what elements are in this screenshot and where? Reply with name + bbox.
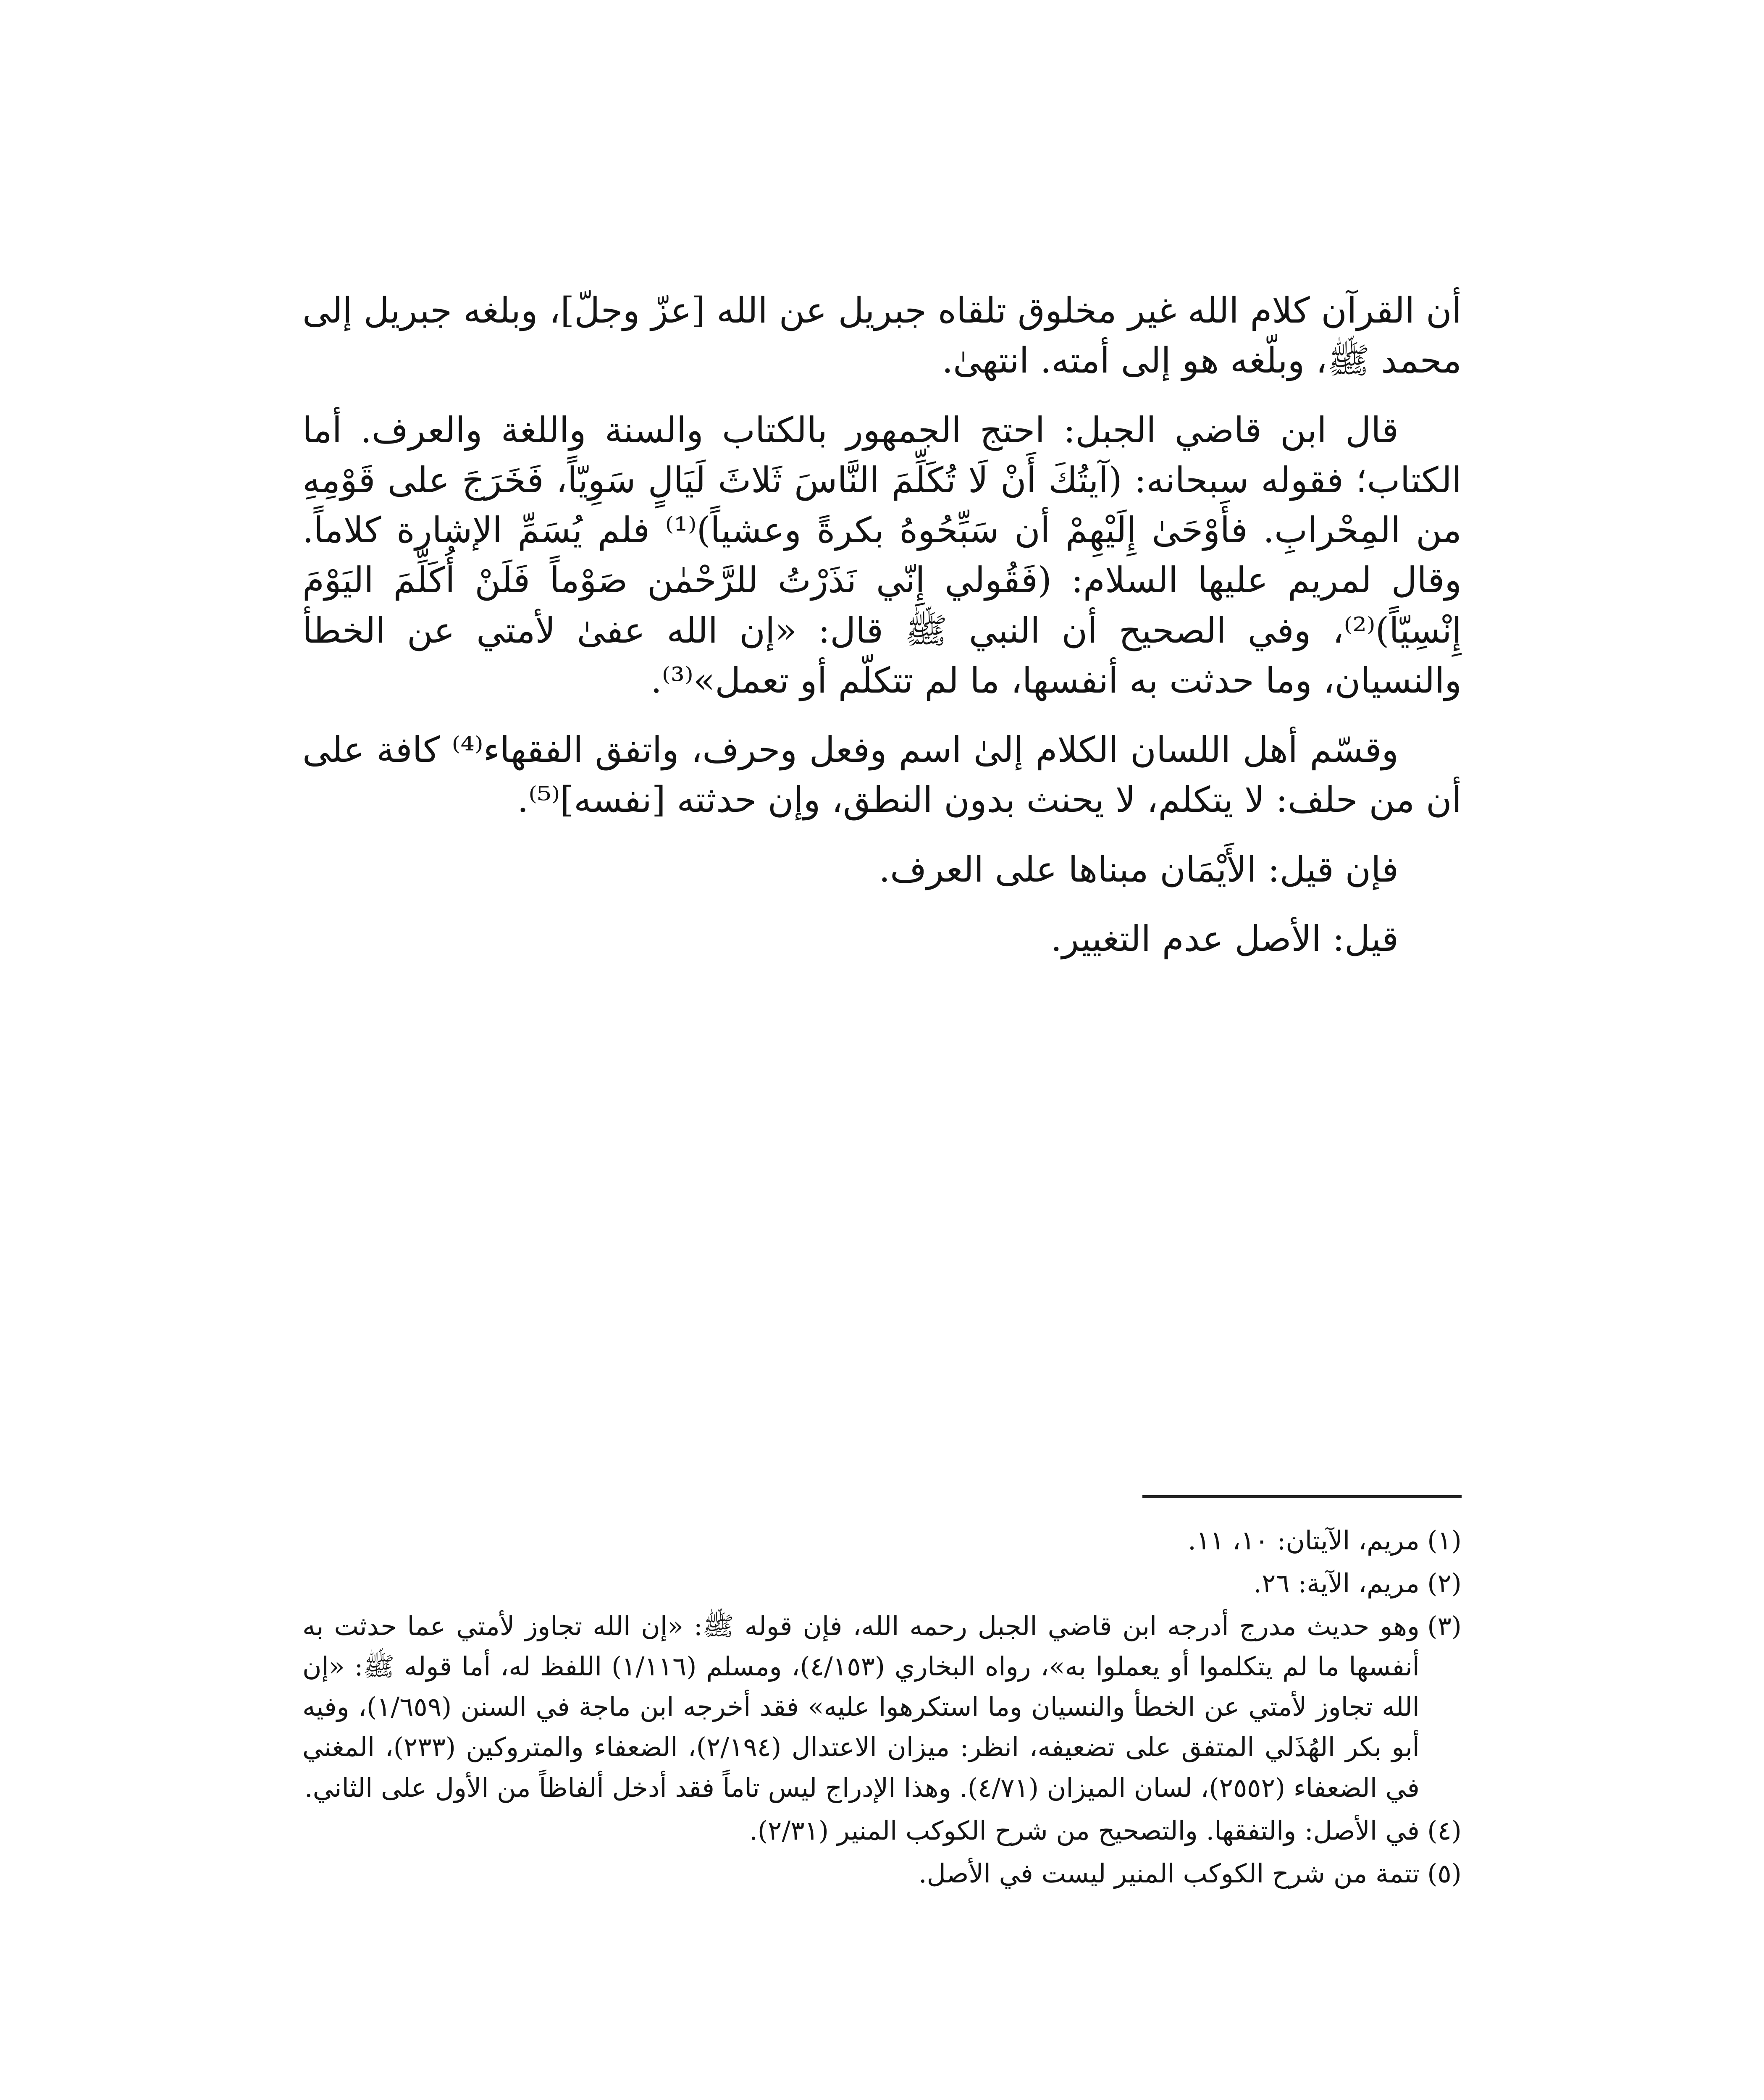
footnote (302, 1811, 1462, 1851)
footnote-text: مريم، الآية: ٢٦. (1253, 1568, 1420, 1599)
footnote-number: (١) (1427, 1525, 1462, 1556)
footnote-text: تتمة من شرح الكوكب المنير ليست في الأصل. (919, 1858, 1420, 1889)
footnote (302, 1563, 1462, 1604)
footnote-divider (1142, 1495, 1462, 1498)
footnotes (302, 1520, 1462, 1896)
main-text (302, 286, 1462, 983)
paragraph-quran-created: أن القرآن كلام الله غير مخلوق تلقاه جبريل عن الله [عزّ وجلّ]، وبلغه جبريل إلى محمد ﷺ، وبلّغه هو إلى أمته. انتهىٰ. (302, 290, 1462, 381)
paragraph-reply: قيل: الأصل عدم التغيير. (1050, 918, 1399, 959)
footnote-number: (٣) (1427, 1611, 1462, 1642)
paragraph-objection: فإن قيل: الأَيْمَان مبناها على العرف. (879, 848, 1399, 890)
paragraph-ibn-qadi-al-jabal: قال ابن قاضي الجبل: احتج الجمهور بالكتاب والسنة واللغة والعرف. أما الكتاب؛ فقوله سبحانه: (آيتُكَ أَنْ لَا تُكَلِّمَ النَّاسَ ثَلاثَ لَيَالٍ سَوِيّاً، فَخَرَجَ على قَوْمِهِ من المِحْرابِ. فأَوْحَىٰ إِلَيْهِمْ أن سَبِّحُوهُ بكرةً وعشياً)⁽¹⁾ فلم يُسَمِّ الإشارة كلاماً. وقال لمريم عليها السلام: (فَقُولي إِنّي نَذَرْتُ للرَّحْمٰن صَوْماً فَلَنْ أُكَلِّمَ اليَوْمَ إِنْسِيّاً)⁽²⁾، وفي الصحيح أن النبي ﷺ قال: «إن الله عفىٰ لأمتي عن الخطأ والنسيان، وما حدثت به أنفسها، ما لم تتكلّم أو تعمل»⁽³⁾. (302, 409, 1462, 701)
footnote (302, 1520, 1462, 1561)
footnote-number: (٢) (1427, 1568, 1462, 1599)
footnote-text: في الأصل: والتفقها. والتصحيح من شرح الكوكب المنير (٢/٣١). (749, 1815, 1420, 1846)
footnote-text: وهو حديث مدرج أدرجه ابن قاضي الجبل رحمه الله، فإن قوله ﷺ: «إن الله تجاوز لأمتي عما حدثت به أنفسها ما لم يتكلموا أو يعملوا به»، رواه البخاري (٤/١٥٣)، ومسلم (١/١١٦) اللفظ له، أما قوله ﷺ: «إن الله تجاوز لأمتي عن الخطأ والنسيان وما استكرهوا عليه» فقد أخرجه ابن ماجة في السنن (١/٦٥٩)، وفيه أبو بكر الهُذَلي المتفق على تضعيفه، انظر: ميزان الاعتدال (٢/١٩٤)، الضعفاء والمتروكين (٢٣٣)، المغني في الضعفاء (٢٥٥٢)، لسان الميزان (٤/٧١). وهذا الإدراج ليس تاماً فقد أدخل ألفاظاً من الأول على الثاني. (302, 1611, 1420, 1803)
footnote-text: مريم، الآيتان: ١٠، ١١. (1188, 1525, 1420, 1556)
footnote (302, 1606, 1462, 1808)
footnote (302, 1853, 1462, 1894)
paragraph-division-of-speech: وقسّم أهل اللسان الكلام إلىٰ اسم وفعل وحرف، واتفق الفقهاء⁽⁴⁾ كافة على أن من حلف: لا يتكلم، لا يحنث بدون النطق، وإن حدثته [نفسه]⁽⁵⁾. (302, 729, 1462, 821)
footnote-number: (٥) (1427, 1858, 1462, 1889)
footnote-number: (٤) (1427, 1815, 1462, 1846)
